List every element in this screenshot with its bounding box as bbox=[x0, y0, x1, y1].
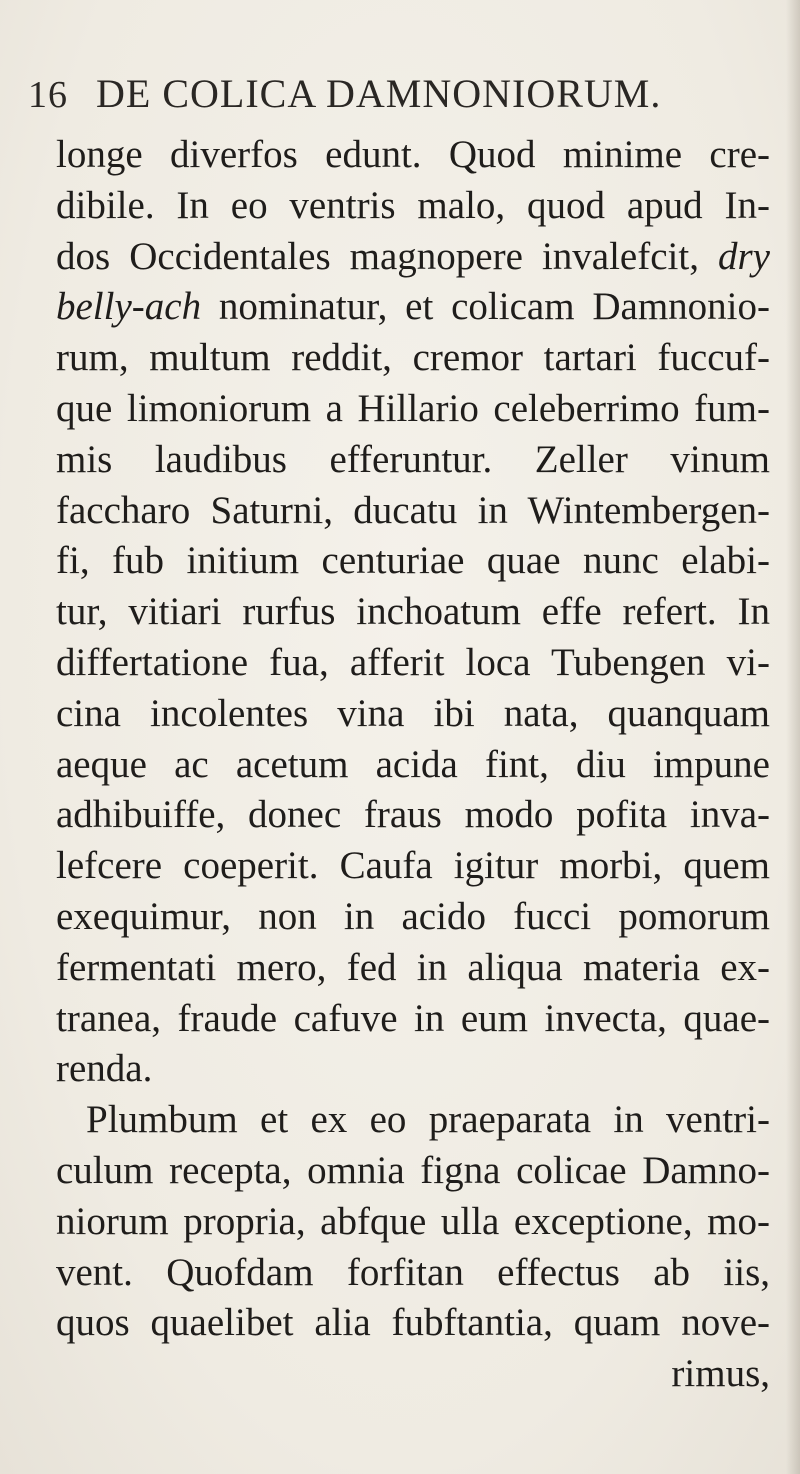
text-line: belly-ach nominatur, et colicam Damnonio- bbox=[56, 285, 770, 329]
text-line: cina incolentes vina ibi nata, quanquam bbox=[56, 691, 770, 735]
text-line: que limoniorum a Hillario celeberrimo fum- bbox=[56, 386, 770, 430]
text-line: fermentati mero, fed in aliqua materia ex- bbox=[56, 945, 770, 989]
running-head bbox=[28, 70, 768, 122]
text-line: Plumbum et ex eo praeparata in ventri- bbox=[86, 1098, 770, 1142]
text-line: mis laudibus efferuntur. Zeller vinum bbox=[56, 437, 770, 481]
text-line: culum recepta, omnia figna colicae Damno- bbox=[56, 1148, 770, 1192]
text-line: aeque ac acetum acida fint, diu impune bbox=[56, 742, 770, 786]
english-term: dry bbox=[718, 234, 770, 278]
english-term: belly-ach bbox=[56, 285, 202, 329]
text-line: fi, fub initium centuriae quae nunc elabi- bbox=[56, 539, 770, 583]
text-line: adhibuiffe, donec fraus modo pofita inva- bbox=[56, 793, 770, 837]
text-line: faccharo Saturni, ducatu in Wintembergen- bbox=[56, 488, 770, 532]
text-line: tur, vitiari rurfus inchoatum effe refert. In bbox=[56, 590, 770, 634]
page-number: 16 bbox=[28, 74, 68, 116]
text-line: dos Occidentales magnopere invalefcit, dry bbox=[56, 234, 770, 278]
text-line: longe diverfos edunt. Quod minime cre- bbox=[56, 133, 770, 176]
text-line: renda. bbox=[56, 1047, 153, 1091]
text-line: tranea, fraude cafuve in eum invecta, quae- bbox=[56, 996, 770, 1040]
running-title: DE COLICA DAMNONIORUM. bbox=[96, 71, 662, 116]
body-text bbox=[56, 130, 770, 1400]
catchword: rimus, bbox=[671, 1352, 770, 1396]
page-edge-shadow bbox=[786, 0, 800, 1474]
text-line: lefcere coeperit. Caufa igitur morbi, quem bbox=[56, 844, 770, 888]
text-line: exequimur, non in acido fucci pomorum bbox=[56, 894, 770, 938]
text-line: differtatione fua, afferit loca Tubengen vi- bbox=[56, 640, 770, 684]
text-line: niorum propria, abfque ulla exceptione, mo- bbox=[56, 1199, 770, 1243]
text-line: quos quaelibet alia fubftantia, quam nove- bbox=[56, 1301, 770, 1345]
text-line: rum, multum reddit, cremor tartari fuccuf- bbox=[56, 336, 770, 380]
text-line: dibile. In eo ventris malo, quod apud In- bbox=[56, 183, 770, 227]
text-line: vent. Quofdam forfitan effectus ab iis, bbox=[56, 1250, 770, 1294]
